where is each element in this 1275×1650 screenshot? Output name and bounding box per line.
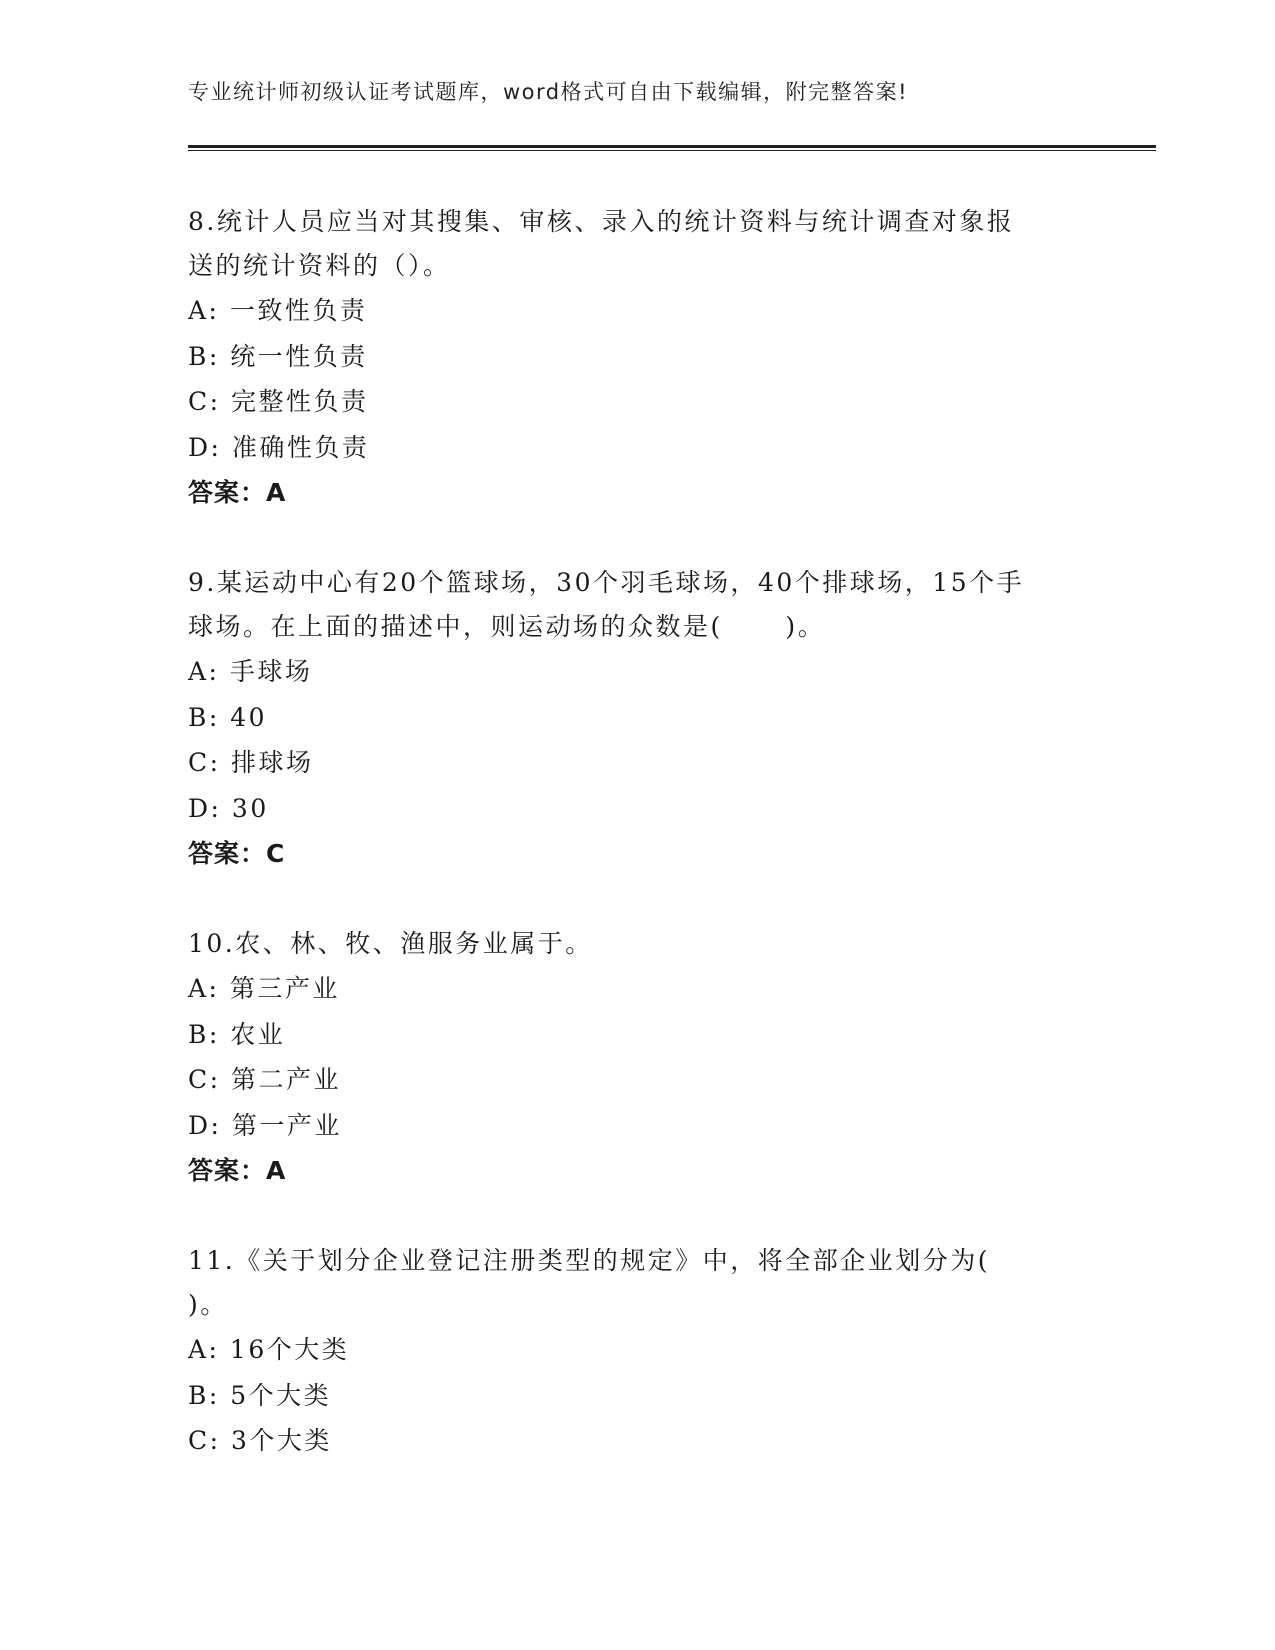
question-stem-line: 8.统计人员应当对其搜集、审核、录入的统计资料与统计调查对象报 <box>188 207 1015 236</box>
page-header: 专业统计师初级认证考试题库，word格式可自由下载编辑，附完整答案! <box>188 80 909 104</box>
option-b: B: 统一性负责 <box>188 341 368 371</box>
question-stem-line: 送的统计资料的（）。 <box>188 251 451 280</box>
question-stem-line: 球场。在上面的描述中，则运动场的众数是( )。 <box>188 612 826 641</box>
question-8 <box>188 200 1088 515</box>
option-b: B: 5个大类 <box>188 1380 332 1410</box>
question-stem-line: 10.农、林、牧、渔服务业属于。 <box>188 929 593 958</box>
question-10 <box>188 922 1088 1193</box>
question-9 <box>188 561 1088 876</box>
header-rule-thin <box>188 150 1156 151</box>
option-c: C: 完整性负责 <box>188 387 369 416</box>
option-b: B: 40 <box>188 702 268 732</box>
question-11 <box>188 1239 1088 1464</box>
answer-label: 答案：C <box>188 839 286 868</box>
question-stem-line: )。 <box>188 1290 228 1319</box>
option-c: C: 3个大类 <box>188 1426 332 1455</box>
option-b: B: 农业 <box>188 1019 286 1049</box>
option-d: D: 30 <box>188 793 269 823</box>
option-c: C: 排球场 <box>188 748 314 777</box>
option-a: A: 第三产业 <box>188 974 340 1003</box>
header-rule-thick <box>188 145 1156 148</box>
option-a: A: 16个大类 <box>188 1335 350 1364</box>
option-d: D: 准确性负责 <box>188 432 370 462</box>
question-stem-line: 9.某运动中心有20个篮球场，30个羽毛球场，40个排球场，15个手 <box>188 568 1025 597</box>
option-c: C: 第二产业 <box>188 1065 341 1094</box>
option-a: A: 一致性负责 <box>188 296 368 325</box>
option-a: A: 手球场 <box>188 657 313 686</box>
answer-label: 答案：A <box>188 478 287 507</box>
question-list <box>188 200 1088 1510</box>
question-stem-line: 11.《关于划分企业登记注册类型的规定》中，将全部企业划分为( <box>188 1246 991 1275</box>
option-d: D: 第一产业 <box>188 1110 342 1140</box>
answer-label: 答案：A <box>188 1156 287 1185</box>
